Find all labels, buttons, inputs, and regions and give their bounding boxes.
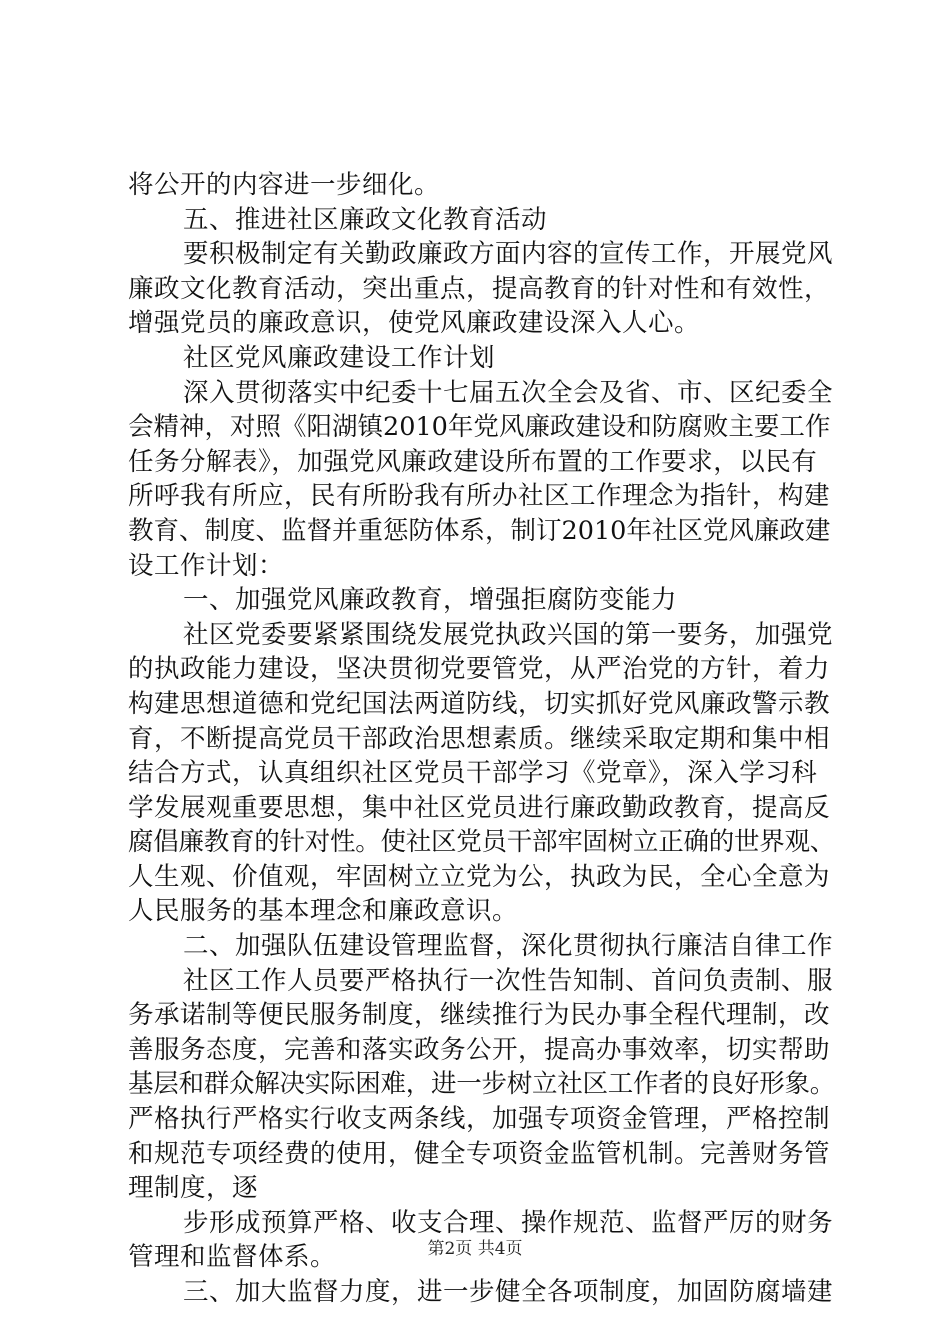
text-line: 教育、制度、监督并重惩防体系，制订2010年社区党风廉政建 [128, 515, 831, 546]
text-line: 社区工作人员要严格执行一次性告知制、首问负责制、服 [183, 965, 834, 996]
text-line: 二、加强队伍建设管理监督，深化贯彻执行廉洁自律工作 [183, 931, 834, 962]
text-line: 管理和监督体系。 [128, 1242, 337, 1273]
text-line: 人生观、价值观，牢固树立立党为公，执政为民，全心全意为 [128, 861, 831, 892]
text-line: 要积极制定有关勤政廉政方面内容的宣传工作，开展党风 [183, 239, 834, 270]
text-line: 会精神，对照《阳湖镇2010年党风廉政建设和防腐败主要工作 [128, 412, 831, 443]
text-line: 人民服务的基本理念和廉政意识。 [128, 896, 519, 927]
text-line: 任务分解表》，加强党风廉政建设所布置的工作要求，以民有 [128, 446, 818, 477]
text-line: 学发展观重要思想，集中社区党员进行廉政勤政教育，提高反 [128, 792, 831, 823]
text-line: 育，不断提高党员干部政治思想素质。继续采取定期和集中相 [128, 723, 831, 754]
text-line: 腐倡廉教育的针对性。使社区党员干部牢固树立正确的世界观、 [128, 827, 836, 858]
text-line: 深入贯彻落实中纪委十七届五次全会及省、市、区纪委全 [183, 377, 834, 408]
text-line: 将公开的内容进一步细化。 [128, 170, 441, 200]
text-line: 三、加大监督力度，进一步健全各项制度，加固防腐墙建 [183, 1277, 834, 1307]
text-line: 的执政能力建设，坚决贯彻党要管党，从严治党的方针，着力 [128, 654, 831, 685]
page-footer: 第2页 共4页 [427, 1239, 523, 1259]
text-line: 所呼我有所应，民有所盼我有所办社区工作理念为指针，构建 [128, 481, 831, 512]
text-line: 步形成预算严格、收支合理、操作规范、监督严厉的财务 [183, 1207, 834, 1238]
text-line: 务承诺制等便民服务制度，继续推行为民办事全程代理制，改 [128, 1000, 831, 1031]
text-line: 一、加强党风廉政教育，增强拒腐防变能力 [183, 585, 678, 616]
text-line: 结合方式，认真组织社区党员干部学习《党章》，深入学习科 [128, 758, 818, 789]
text-line: 和规范专项经费的使用，健全专项资金监管机制。完善财务管 [128, 1138, 831, 1169]
text-line: 善服务态度，完善和落实政务公开，提高办事效率，切实帮助 [128, 1034, 831, 1065]
text-line: 五、推进社区廉政文化教育活动 [183, 204, 548, 235]
text-line: 增强党员的廉政意识，使党风廉政建设深入人心。 [128, 308, 701, 339]
text-line: 基层和群众解决实际困难，进一步树立社区工作者的良好形象。 [128, 1069, 836, 1100]
text-line: 廉政文化教育活动，突出重点，提高教育的针对性和有效性， [128, 273, 831, 304]
text-line: 社区党风廉政建设工作计划 [183, 342, 496, 373]
text-line: 严格执行严格实行收支两条线，加强专项资金管理，严格控制 [128, 1104, 831, 1135]
text-line: 设工作计划： [128, 550, 285, 581]
document-body [128, 168, 834, 1310]
text-line: 理制度，逐 [128, 1173, 259, 1204]
text-line: 社区党委要紧紧围绕发展党执政兴国的第一要务，加强党 [183, 619, 834, 650]
text-line: 构建思想道德和党纪国法两道防线，切实抓好党风廉政警示教 [128, 688, 831, 719]
